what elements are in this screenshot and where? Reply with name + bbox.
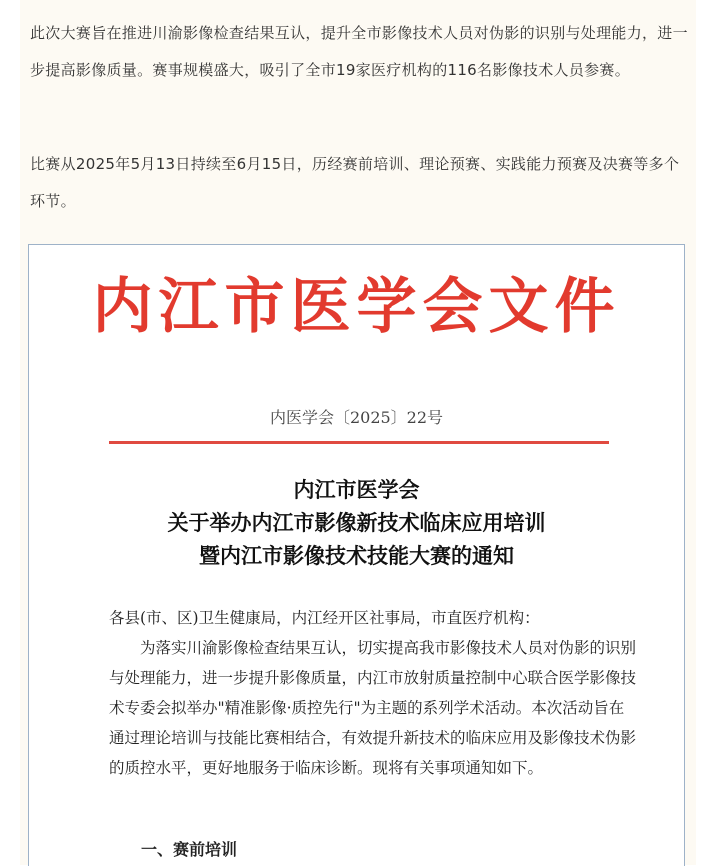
document-body-paragraph: 为落实川渝影像检查结果互认，切实提高我市影像技术人员对伪影的识别与处理能力，进一步提升影像质量，内江市放射质量控制中心联合医学影像技术专委会拟举办"精准影像·质控先行"为主题的系列学术活动。本次活动旨在通过理论培训与技能比赛相结合，有效提升新技术的临床应用及影像技术伪影的质控水平，更好地服务于临床诊断。现将有关事项通知如下。 (109, 639, 637, 777)
document-title-line: 暨内江市影像技术技能大赛的通知 (199, 543, 514, 568)
document-number: 内医学会〔2025〕22号 (269, 408, 444, 427)
article-paragraph-schedule: 比赛从2025年5月13日持续至6月15日，历经赛前培训、理论预赛、实践能力预赛及决赛等多个环节。 (30, 155, 680, 210)
document-title-line: 关于举办内江市影像新技术临床应用培训 (167, 510, 546, 535)
document-section-heading: 一、赛前培训 (141, 840, 238, 859)
document-body (109, 603, 639, 783)
document-title-line: 内江市医学会 (293, 477, 420, 502)
document-red-rule (109, 441, 609, 444)
document-image[interactable] (28, 244, 685, 866)
document-title (29, 473, 684, 572)
document-salutation: 各县(市、区)卫生健康局，内江经开区社事局，市直医疗机构： (109, 609, 540, 627)
article-paragraph-intro: 此次大赛旨在推进川渝影像检查结果互认，提升全市影像技术人员对伪影的识别与处理能力，进一步提高影像质量。赛事规模盛大，吸引了全市19家医疗机构的116名影像技术人员参赛。 (30, 24, 688, 79)
article-card (20, 0, 696, 865)
document-red-header: 内江市医学会文件 (92, 272, 621, 342)
